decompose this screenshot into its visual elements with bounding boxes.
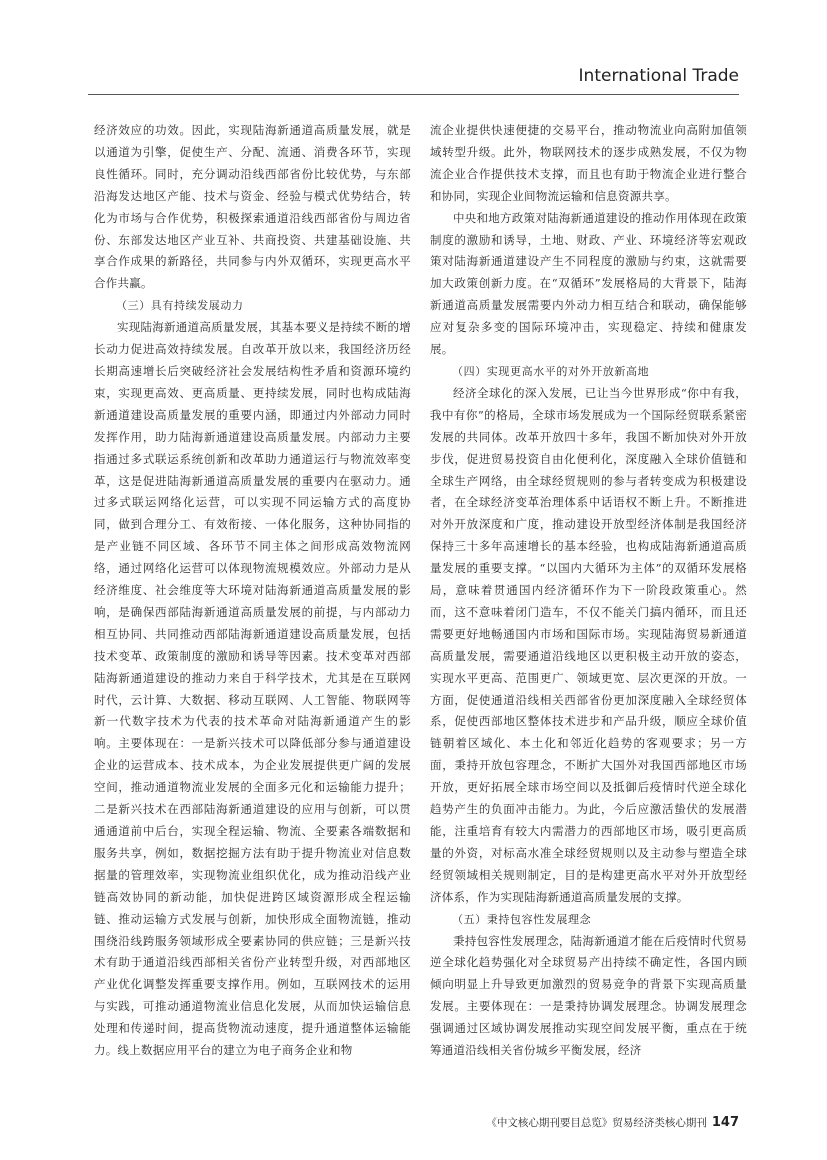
paragraph-continued-logistics: 流企业提供快速便捷的交易平台，推动物流业向高附加值领域转型升级。此外，物联网技术的逐步成熟发展，不仅为物流企业合作提供技术支撑，而且也有助于物流企业进行整合和协同，实现企业间物流运输和信息资源共享。 — [430, 123, 747, 203]
header-divider — [88, 94, 739, 95]
paragraph-continued: 经济效应的功效。因此，实现陆海新通道高质量发展，就是以通道为引擎，促使生产、分配、流通、消费各环节，实现良性循环。同时，充分调动沿线西部省份比较优势，与东部沿海发达地区产能、技术与资金、经验与模式优势结合，转化为市场与合作优势，积极探索通道沿线西部省份与周边省份、东部发达地区产业互补、共商投资、共建基础设施、共享合作成果的新路径，共同参与内外双循环，实现更高水平合作共赢。 — [94, 123, 411, 291]
paragraph-globalization: 经济全球化的深入发展，已让当今世界形成“你中有我，我中有你”的格局，全球市场发展成为一个国际经贸联系紧密发展的共同体。改革开放四十多年，我国不断加快对外开放步伐，促进贸易投资自由化便利化，深度融入全球价值链和全球生产网络，由全球经贸规则的参与者转变成为积极建设者，在全球经济变革治理体系中话语权不断上升。不断推进对外开放深度和广度，推动建设开放型经济体制是我国经济保持三十多年高速增长的基本经验，也构成陆海新通道高质量发展的重要支撑。“以国内大循环为主体”的双循环发展格局，意味着贯通国内经济循环作为下一阶段政策重心。然而，这不意味着闭门造车，不仅不能关门搞内循环，而且还需要更好地畅通国内市场和国际市场。实现陆海贸易新通道高质量发展，需要通道沿线地区以更积极主动开放的姿态，实现水平更高、范围更广、领域更宽、层次更深的开放。一方面，促使通道沿线相关西部省份更加深度融入全球经贸体系，促使西部地区整体技术进步和产品升级，顺应全球价值链朝着区域化、本土化和邻近化趋势的客观要求；另一方面，秉持开放包容理念，不断扩大国外对我国西部地区市场开放，更好拓展全球市场空间以及抵御后疫情时代逆全球化趋势产生的负面冲击能力。为此，今后应激活蛰伏的发展潜能，注重培育有较大内需潜力的西部地区市场，吸引更高质量的外资，对标高水准全球经贸规则以及主动参与塑造全球经贸领域相关规则制定，目的是构建更高水平对外开放型经济体系，作为实现陆海新通道高质量发展的支撑。 — [430, 385, 747, 904]
page-footer — [486, 1115, 739, 1130]
paragraph-growth-momentum: 实现陆海新通道高质量发展，其基本要义是持续不断的增长动力促进高效持续发展。自改革开放以来，我国经济历经长期高速增长后突破经济社会发展结构性矛盾和资源环境约束，实现更高效、更高质量、更持续发展，同时也构成陆海新通道建设高质量发展的重要内涵，即通过内外部动力同时发挥作用，助力陆海新通道建设高质量发展。内部动力主要指通过多式联运系统创新和改革助力通道运行与物流效率变革，这是促进陆海新通道高质量发展的重要内在驱动力。通过多式联运网络化运营，可以实现不同运输方式的高度协同，做到合理分工、有效衔接、一体化服务，这种协同指的是产业链不同区域、各环节不同主体之间形成高效物流网络，通过网络化运营可以体现物流规模效应。外部动力是从经济维度、社会维度等大环境对陆海新通道高质量发展的影响，是确保西部陆海新通道高质量发展的前提，与内部动力相互协同、共同推动西部陆海新通道建设高质量发展，包括技术变革、政策制度的激励和诱导等因素。技术变革对西部陆海新通道建设的推动力来自于科学技术，尤其是在互联网时代，云计算、大数据、移动互联网、人工智能、物联网等新一代数字技术为代表的技术革命对陆海新通道产生的影响。主要体现在：一是新兴技术可以降低部分参与通道建设企业的运营成本、技术成本，为企业发展提供更广阔的发展空间，推动通道物流业发展的全面多元化和运输能力提升；二是新兴技术在西部陆海新通道建设的应用与创新，可以贯通通道前中后台，实现全程运输、物流、全要素各端数据和服务共享，例如，数据挖掘方法有助于提升物流业对信息数据量的管理效率，实现物流业组织优化，成为推动沿线产业链高效协同的新动能，加快促进跨区域资源形成全程运输链、推动运输方式发展与创新，加快形成全面物流链，推动围绕沿线跨服务领域形成全要素协同的供应链；三是新兴技术有助于通道沿线西部相关省份产业转型升级，对西部地区产业优化调整发挥重要支撑作用。例如，互联网技术的运用与实践，可推动通道物流业信息化发展，从而加快运输信息处理和传递时间，提高货物流动速度，提升通道整体运输能力。线上数据应用平台的建立为电子商务企业和物 — [94, 320, 411, 1058]
section-heading-opening-up: （四）实现更高水平的对外开放新高地 — [452, 364, 650, 378]
section-heading-inclusive-development: （五）秉持包容性发展理念 — [452, 912, 592, 926]
footer-source-label: 《中文核心期刊要目总览》贸易经济类核心期刊 — [486, 1117, 707, 1129]
page-number: 147 — [711, 1115, 739, 1130]
left-text-column — [94, 120, 411, 1058]
running-header-title: International Trade — [578, 66, 739, 86]
right-text-column — [430, 120, 747, 1058]
paragraph-policy-drivers: 中央和地方政策对陆海新通道建设的推动作用体现在政策制度的激励和诱导，土地、财政、产业、环境经济等宏观政策对陆海新通道建设产生不同程度的激励与约束，这就需要加大政策创新力度。在“双循环”发展格局的大背景下，陆海新通道高质量发展需要内外动力相互结合和联动，确保能够应对复杂多变的国际环境冲击，实现稳定、持续和健康发展。 — [430, 210, 747, 357]
section-heading-sustained-momentum: （三）具有持续发展动力 — [116, 299, 244, 313]
paragraph-inclusive: 秉持包容性发展理念，陆海新通道才能在后疫情时代贸易逆全球化趋势强化对全球贸易产出持续不确定性，各国内顾倾向明显上升导致更加激烈的贸易竞争的背景下实现高质量发展。主要体现在：一是秉持协调发展理念。协调发展理念强调通过区域协调发展推动实现空间发展平衡，重点在于统筹通道沿线相关省份城乡平衡发展，经济 — [430, 933, 747, 1058]
